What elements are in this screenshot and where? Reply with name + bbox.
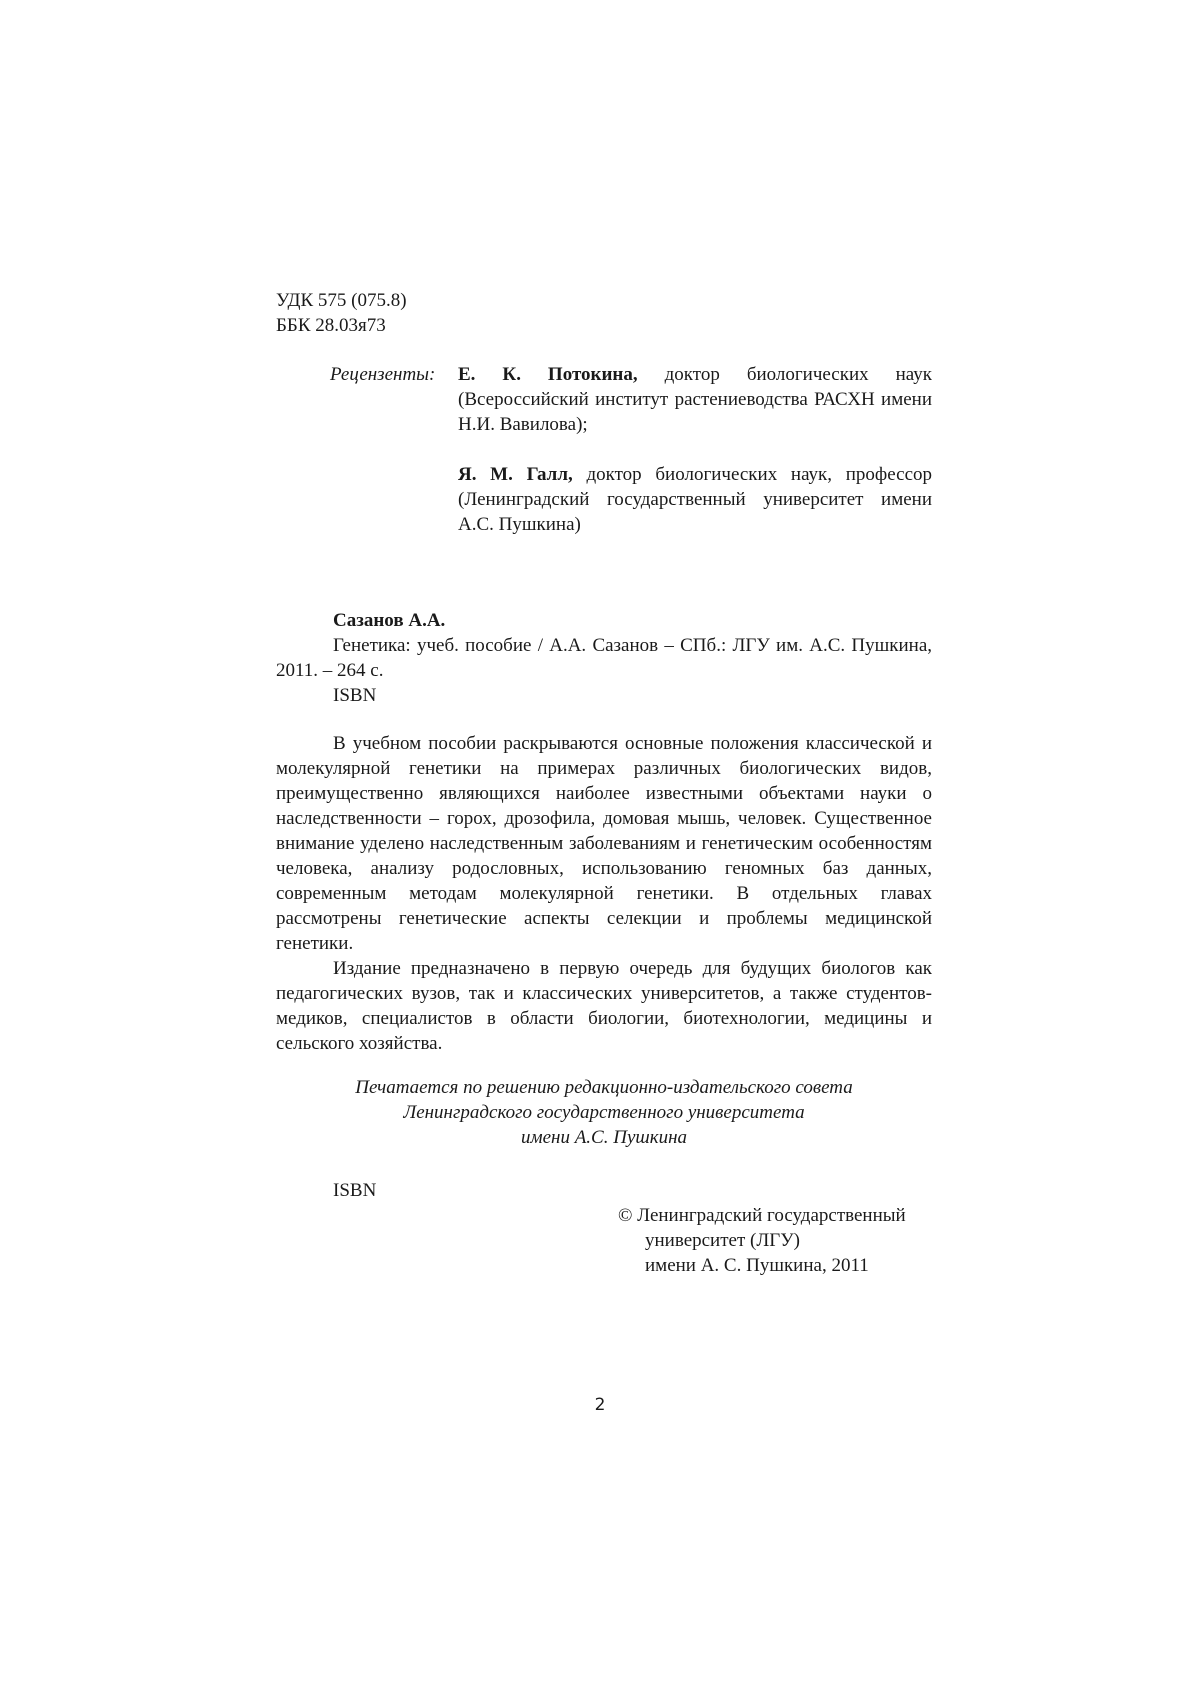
udk-code: УДК 575 (075.8)	[276, 290, 407, 311]
reviewers-label: Рецензенты:	[330, 364, 436, 385]
imprint-line-1: Печатается по решению редакционно-издательского совета	[355, 1077, 853, 1098]
reviewer-1-details: доктор биологических наук (Всероссийский институт растениеводства РАСХН имени Н.И. Вавилова);	[458, 364, 933, 435]
reviewer-2-details: доктор биологических наук, профессор (Ленинградский государственный университет имени А.С. Пушкина)	[458, 464, 933, 535]
imprint-line-3: имени А.С. Пушкина	[520, 1127, 688, 1148]
page-number: 2	[594, 1395, 606, 1415]
reviewer-1	[458, 362, 932, 437]
bibliographic-description: Генетика: учеб. пособие / А.А. Сазанов – СПб.: ЛГУ им. А.С. Пушкина, 2011. – 264 с.	[276, 635, 932, 681]
author-heading: Сазанов А.А.	[333, 610, 446, 631]
imprint-line-2: Ленинградского государственного университета	[403, 1102, 805, 1123]
reviewer-2-name: Я. М. Галл,	[458, 464, 573, 485]
copyright-notice	[618, 1203, 958, 1278]
abstract-paragraph-2: Издание предназначено в первую очередь для будущих биологов как педагогических вузов, так и классических университетов, а также студентов-медиков, специалистов в области биологии, биотехнологии, медицины и сельского хозяйства.	[276, 958, 932, 1054]
copyright-line-2: университет (ЛГУ)	[645, 1230, 800, 1251]
abstract-paragraph-1: В учебном пособии раскрываются основные положения классической и молекулярной генетики на примерах различных биологических видов, преимущественно являющихся наиболее известными объектами науки о наследственности – горох, дрозофила, домовая мышь, человек. Существенное внимание уделено наследственным заболеваниям и генетическим особенностям человека, анализу родословных, использованию геномных баз данных, современным методам молекулярной генетики. В отдельных главах рассмотрены генетические аспекты селекции и проблемы медицинской генетики.	[276, 733, 932, 954]
classification-codes	[276, 288, 407, 338]
abstract	[276, 731, 932, 1056]
isbn-top: ISBN	[333, 685, 377, 706]
bbk-code: ББК 28.03я73	[276, 315, 386, 336]
isbn-bottom: ISBN	[333, 1180, 377, 1201]
reviewer-2	[458, 462, 932, 537]
publication-imprint	[276, 1075, 932, 1150]
reviewer-1-name: Е. К. Потокина,	[458, 364, 638, 385]
copyright-line-3: имени А. С. Пушкина, 2011	[645, 1255, 869, 1276]
copyright-line-1: © Ленинградский государственный	[618, 1205, 906, 1226]
